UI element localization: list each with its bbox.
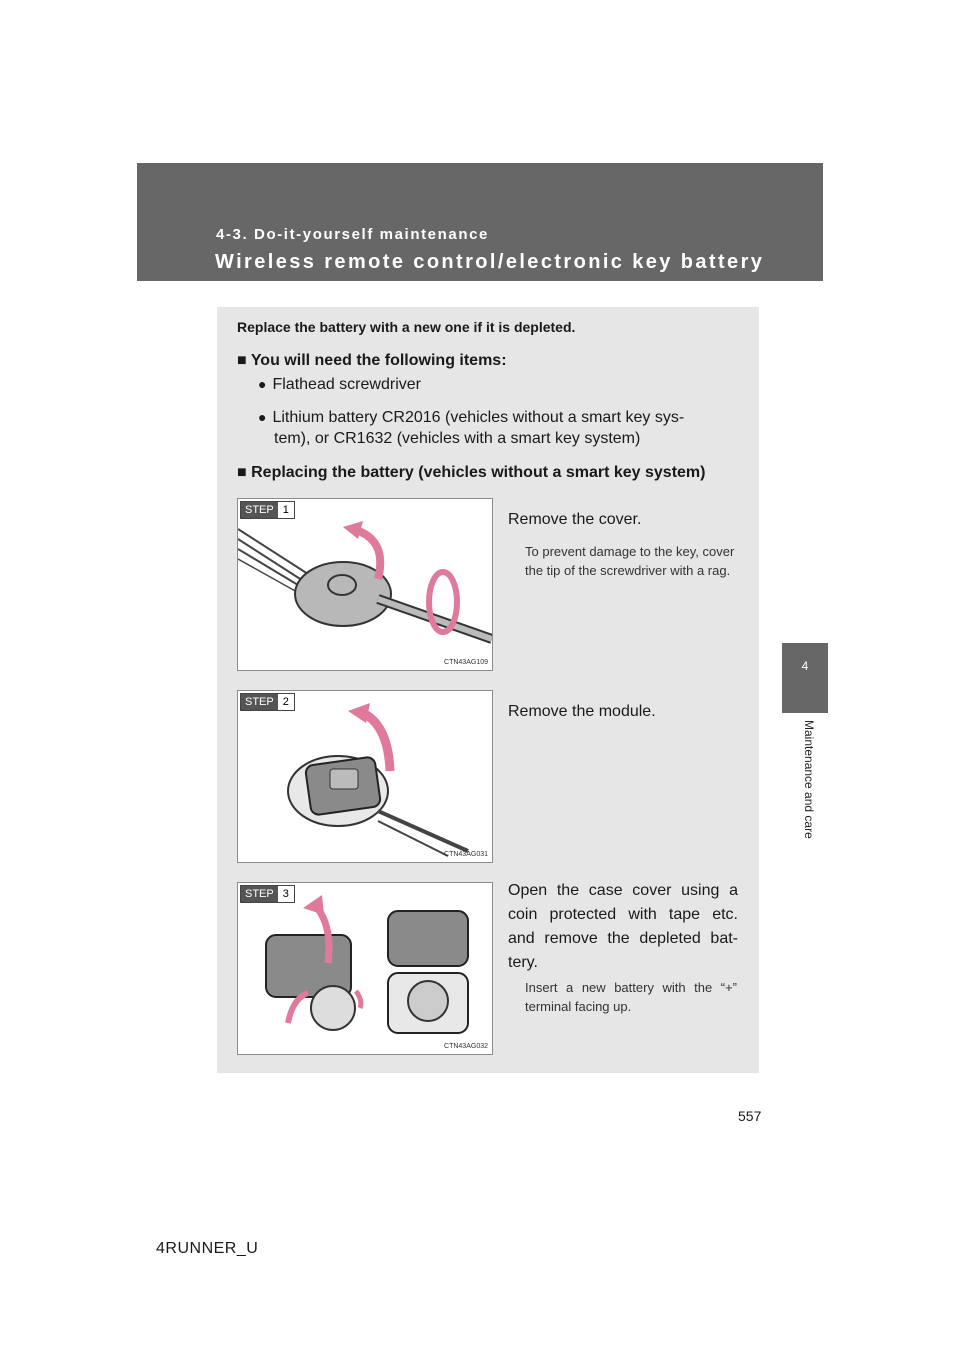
bullet-icon: ● (258, 376, 267, 392)
page-number: 557 (738, 1108, 762, 1124)
step-1-note: To prevent damage to the key, cover the tip of the screwdriver with a rag. (525, 544, 735, 578)
list-item: ● Flathead screwdriver (258, 376, 421, 393)
document-footer: 4RUNNER_U (156, 1240, 259, 1257)
items-heading: ■ You will need the following items: (237, 352, 507, 369)
step-2-instruction: Remove the module. (508, 703, 656, 720)
step-badge: STEP 2 (240, 693, 295, 711)
step-3-note: Insert a new battery with the “+” terminal facing up. (525, 980, 737, 1014)
procedure-heading: ■ Replacing the battery (vehicles without a smart key system) (237, 464, 706, 481)
figure-code: CTN43AG109 (444, 659, 488, 666)
bullet-icon: ● (258, 409, 267, 425)
step-1-instruction: Remove the cover. (508, 511, 642, 528)
step-badge: STEP 3 (240, 885, 295, 903)
figure-code: CTN43AG032 (444, 1043, 488, 1050)
chapter-label: Maintenance and care (802, 720, 816, 839)
step-badge: STEP 1 (240, 501, 295, 519)
key-module-illustration (238, 691, 492, 862)
step-1-illustration (237, 498, 493, 671)
section-header (137, 163, 823, 281)
page-title: Wireless remote control/electronic key battery (215, 251, 765, 273)
intro-text: Replace the battery with a new one if it is depleted. (237, 319, 576, 335)
battery-case-illustration (238, 883, 492, 1054)
figure-code: CTN43AG031 (444, 851, 488, 858)
chapter-number: 4 (801, 659, 809, 673)
chapter-tab (782, 643, 828, 713)
step-3-instruction: Open the case cover using a coin protected with tape etc. and remove the depleted bat-tery. (508, 882, 738, 971)
step-3-illustration (237, 882, 493, 1055)
section-name: 4-3. Do-it-yourself maintenance (216, 226, 489, 243)
key-cover-illustration (238, 499, 492, 670)
list-item-continuation: tem), or CR1632 (vehicles with a smart key system) (274, 430, 641, 447)
list-item: ● Lithium battery CR2016 (vehicles without a smart key sys- (258, 409, 685, 426)
step-2-illustration (237, 690, 493, 863)
